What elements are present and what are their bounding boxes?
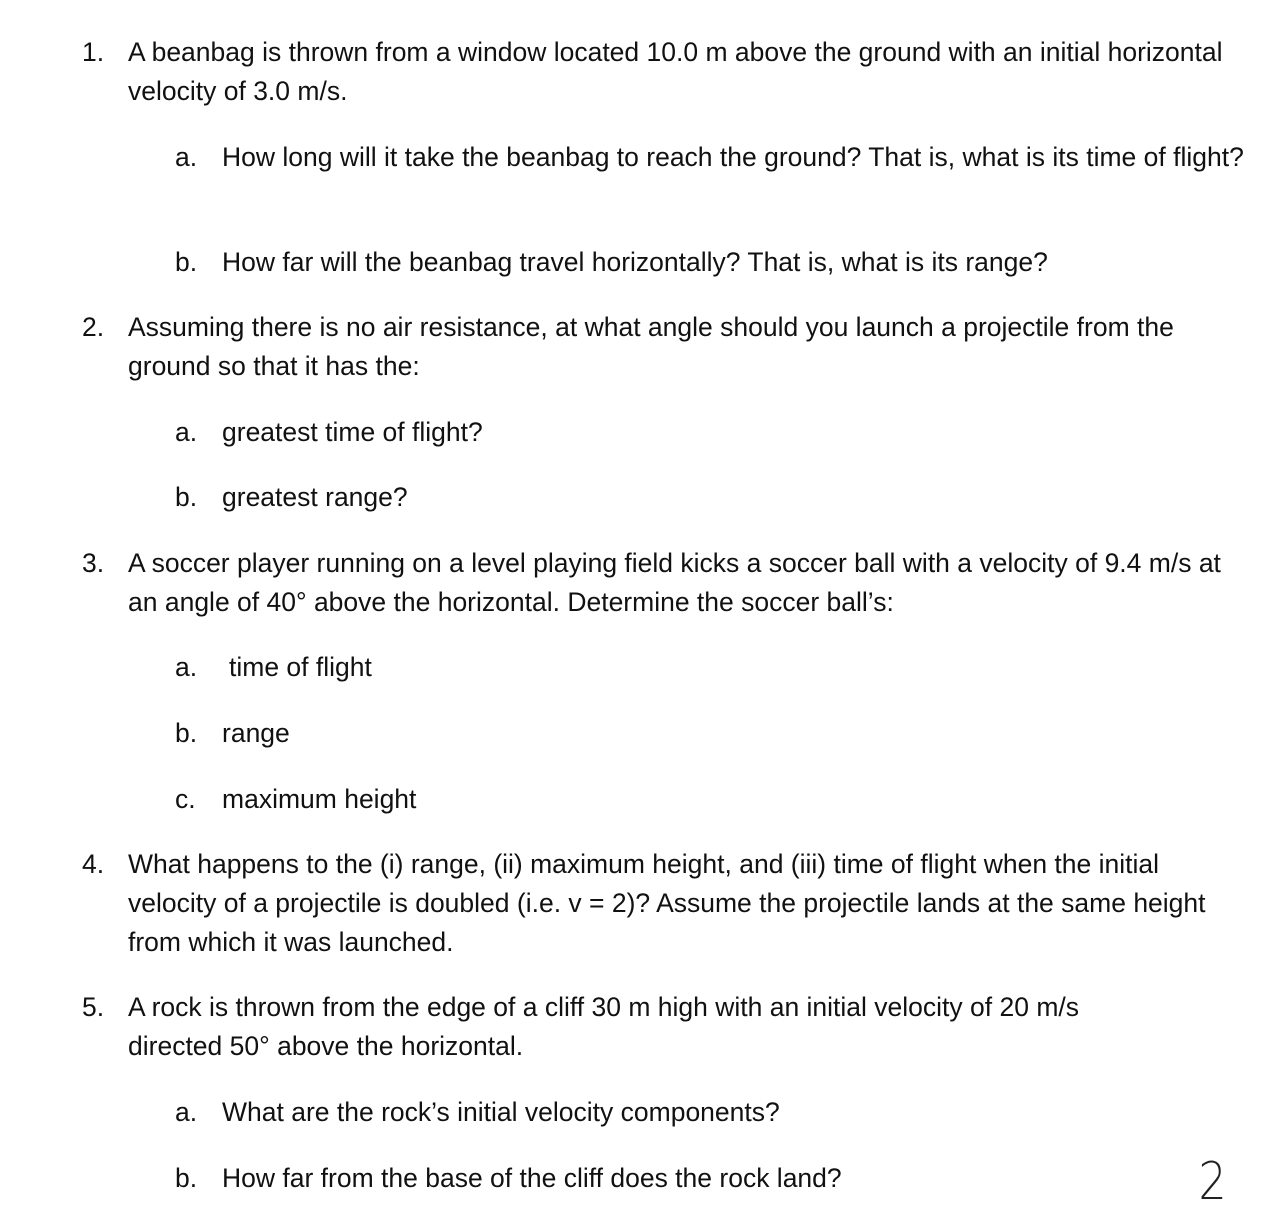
part-label: a. [175,142,198,172]
question-text: A soccer player running on a level playing field kicks a soccer ball with a velocity of 9.4 m/s at an angle of 40° above the horizontal. Determine the soccer ball’s: [128,548,1221,617]
part-label: a. [175,1097,198,1127]
question-text: A beanbag is thrown from a window located 10.0 m above the ground with an initial horizontal velocity of 3.0 m/s. [128,37,1223,106]
part-label: b. [175,718,198,748]
part-text: How far will the beanbag travel horizontally? That is, what is its range? [222,247,1048,277]
question-text: Assuming there is no air resistance, at what angle should you launch a projectile from the ground so that it has the: [128,312,1174,381]
question-text: What happens to the (i) range, (ii) maximum height, and (iii) time of flight when the initial velocity of a projectile is doubled (i.e. v = 2)? Assume the projectile lands at the same height from which it was launched. [128,849,1206,957]
part-text: What are the rock’s initial velocity components? [222,1097,780,1127]
part-text: time of flight [229,652,372,682]
part-text: How far from the base of the cliff does the rock land? [222,1163,842,1193]
question-number: 3. [82,548,105,578]
question-number: 5. [82,992,105,1022]
part-text: maximum height [222,784,417,814]
part-label: b. [175,247,198,277]
question-number: 1. [82,37,105,67]
question-number: 2. [82,312,105,342]
part-label: b. [175,1163,198,1193]
question-text: A rock is thrown from the edge of a cliff 30 m high with an initial velocity of 20 m/s directed 50° above the horizontal. [128,992,1080,1061]
part-text: greatest range? [222,482,408,512]
page-number: 2 [1198,1152,1227,1212]
part-text: range [222,718,290,748]
question-number: 4. [82,849,105,879]
part-label: c. [175,784,196,814]
part-text: How long will it take the beanbag to reach the ground? That is, what is its time of flight? [222,142,1244,172]
part-text: greatest time of flight? [222,417,483,447]
part-label: a. [175,417,198,447]
part-label: b. [175,482,198,512]
part-label: a. [175,652,198,682]
